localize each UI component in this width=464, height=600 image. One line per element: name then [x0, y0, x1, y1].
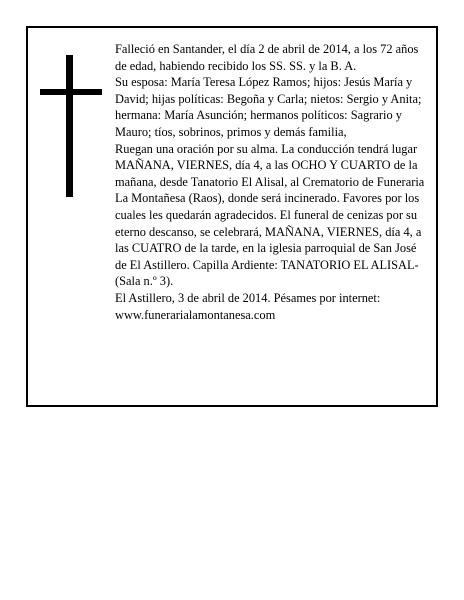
cross-icon [40, 55, 102, 197]
cross-horizontal-bar [40, 89, 102, 95]
place-date-contact: El Astillero, 3 de abril de 2014. Pésames por internet: www.funerarialamontanesa.com [115, 290, 381, 322]
family-list: Su esposa: María Teresa López Ramos; hijos: Jesús María y David; hijas políticas: Begoña y Carla; nietos: Sergio y Anita; hermana: María Asunción; hermanos políticos: Sagrario y Mauro; tíos, sobrinos, primos y demás familia, [115, 75, 422, 139]
ceremony-details: Ruegan una oración por su alma. La conducción tendrá lugar MAÑANA, VIERNES, día 4, a las OCHO Y CUARTO de la mañana, desde Tanatorio El Alisal, al Crematorio de Funeraria La Montañesa (Raos), donde será incinerado. Favores por los cuales les quedarán agradecidos. El funeral de cenizas por su eterno descanso, se celebrará, MAÑANA, VIERNES, día 4, a las CUATRO de la tarde, en la iglesia parroquial de San José de El Astillero. Capilla Ardiente: TANATORIO EL ALISAL-(Sala n.º 3). [115, 141, 425, 289]
notice-text [115, 41, 427, 323]
obituary-notice [26, 26, 438, 407]
death-announcement: Falleció en Santander, el día 2 de abril de 2014, a los 72 años de edad, habiendo recibido los SS. SS. y la B. A. [115, 42, 419, 73]
cross-vertical-bar [66, 55, 73, 197]
